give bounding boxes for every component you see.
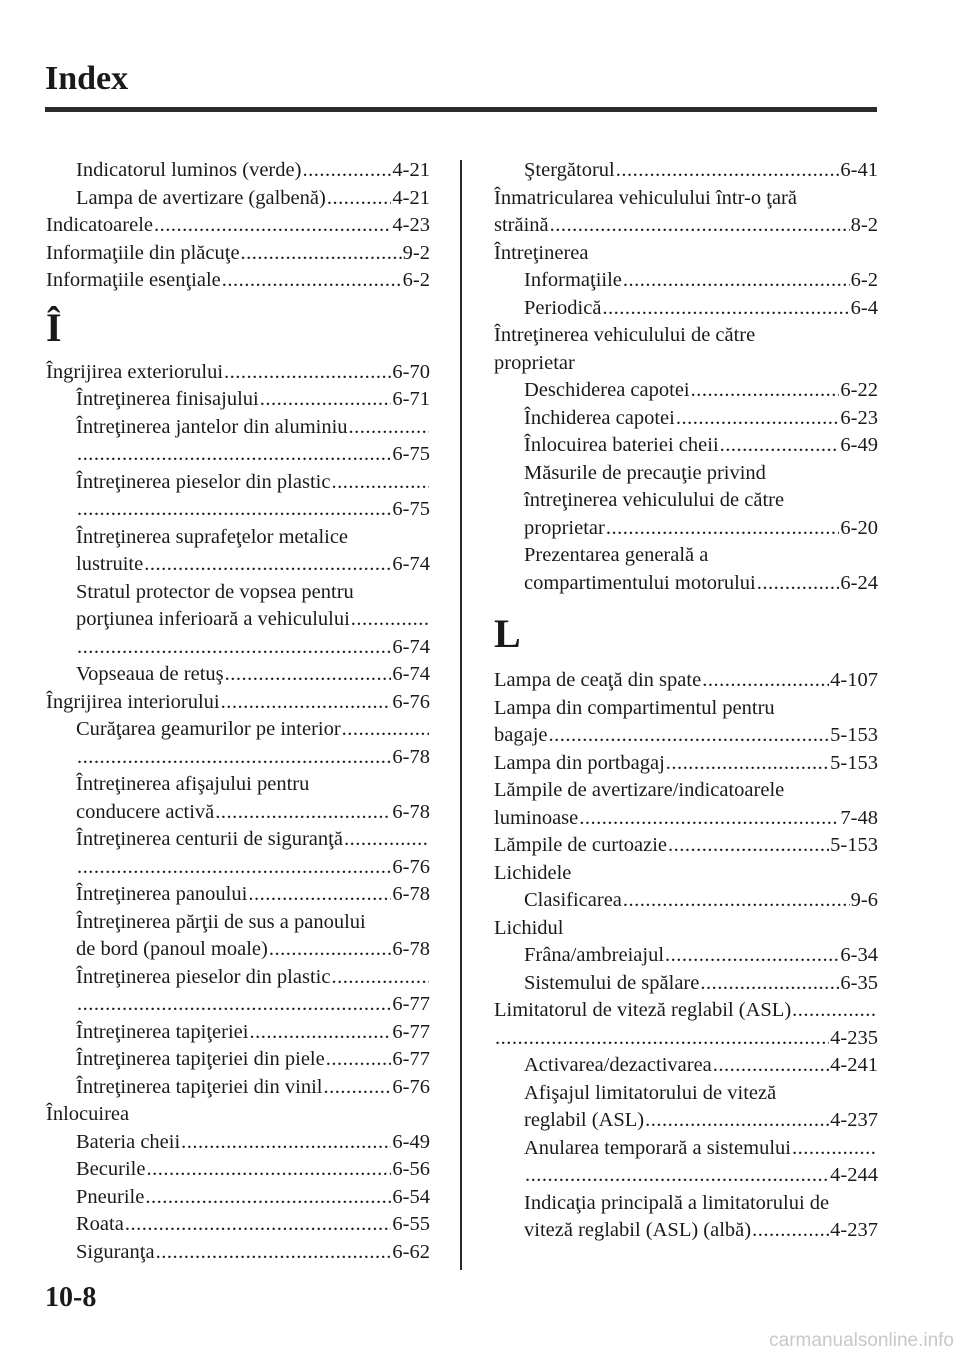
entry-text: Siguranţa: [76, 1240, 155, 1263]
index-entry: [46, 881, 430, 909]
dot-leader: [700, 970, 839, 998]
index-entry: [494, 667, 878, 695]
index-entry: [46, 799, 430, 827]
entry-text: Întreţinerea părţii de sus a panoului: [76, 910, 366, 933]
index-entry: [46, 212, 430, 240]
dot-leader: [792, 997, 877, 1025]
dot-leader: [676, 405, 840, 433]
entry-text: Lămpile de curtoazie: [494, 834, 668, 856]
index-entry: [46, 634, 430, 662]
entry-text: conducere activă: [76, 800, 215, 823]
entry-page: 6-49: [392, 1130, 430, 1153]
index-entry: [46, 1129, 430, 1157]
dot-leader: [550, 212, 850, 240]
entry-page: 6-35: [840, 971, 878, 994]
dot-leader: [495, 1025, 829, 1053]
index-entry: [494, 832, 878, 860]
index-entry: [46, 267, 430, 295]
index-entry: [46, 1239, 430, 1267]
dot-leader: [125, 1211, 392, 1239]
entry-text: străină: [494, 214, 549, 236]
entry-text: Înlocuirea: [46, 1103, 130, 1125]
index-entry: [46, 469, 430, 497]
entry-text: Becurile: [76, 1158, 146, 1180]
entry-text: Periodică: [524, 296, 602, 319]
index-entry: [494, 515, 878, 543]
entry-text: Întreţinerea: [494, 241, 589, 264]
entry-text: lustruite: [76, 553, 144, 575]
index-entry: [46, 661, 430, 689]
entry-page: 4-237: [830, 1219, 878, 1241]
index-entry: [494, 432, 878, 460]
entry-text: Informaţiile: [524, 269, 622, 291]
index-entry: [494, 542, 878, 570]
dot-leader: [757, 570, 840, 598]
dot-leader: [222, 267, 402, 295]
dot-leader: [349, 414, 429, 442]
index-entry: [494, 460, 878, 488]
dot-leader: [77, 991, 391, 1019]
entry-page: 6-2: [402, 269, 430, 291]
entry-page: 8-2: [850, 214, 878, 236]
entry-page: 6-77: [392, 1020, 430, 1043]
index-entry: [494, 570, 878, 598]
entry-text: Întreţinerea suprafeţelor metalice: [76, 525, 349, 548]
index-entry: [46, 1101, 430, 1129]
index-entry: [46, 936, 430, 964]
entry-page: 6-77: [392, 993, 430, 1015]
entry-text: Înlocuirea bateriei cheii: [524, 434, 719, 456]
entry-page: 7-48: [840, 806, 878, 829]
entry-text: Lichidele: [494, 861, 572, 884]
dot-leader: [154, 212, 391, 240]
index-column-left: [46, 157, 430, 1266]
entry-text: Lichidul: [494, 916, 564, 939]
entry-page: 5-153: [830, 751, 878, 774]
entry-text: Întreţinerea afişajului pentru: [76, 773, 310, 795]
index-entry: [46, 716, 430, 744]
dot-leader: [181, 1129, 391, 1157]
entry-page: 4-21: [392, 186, 430, 209]
index-entry: [46, 744, 430, 772]
index-entry: [46, 771, 430, 799]
index-entry: [46, 1019, 430, 1047]
entry-page: 6-75: [392, 498, 430, 520]
entry-text: Ştergătorul: [524, 159, 615, 181]
dot-leader: [351, 606, 429, 634]
entry-text: Lampa de avertizare (galbenă): [76, 186, 326, 209]
index-entry: [46, 359, 430, 387]
entry-text: Clasificarea: [524, 889, 622, 911]
entry-page: 4-241: [830, 1054, 878, 1076]
dot-leader: [224, 359, 391, 387]
index-entry: [46, 909, 430, 937]
index-entry: [46, 414, 430, 442]
entry-page: 6-41: [840, 159, 878, 181]
index-entry: [46, 157, 430, 185]
page-number: 10-8: [45, 1282, 97, 1313]
dot-leader: [668, 832, 829, 860]
index-entry: [46, 496, 430, 524]
entry-page: 6-20: [840, 516, 878, 539]
entry-text: întreţinerea vehiculului de către: [524, 489, 785, 511]
index-entry: [46, 551, 430, 579]
entry-text: Informaţiile esenţiale: [46, 269, 221, 291]
dot-leader: [225, 661, 392, 689]
entry-page: 6-74: [392, 663, 430, 685]
index-entry: [494, 487, 878, 515]
index-entry: [494, 997, 878, 1025]
index-entry: [46, 386, 430, 414]
entry-page: 6-34: [840, 944, 878, 966]
index-entry: [46, 1184, 430, 1212]
entry-text: Indicaţia principală a limitatorului de: [524, 1191, 830, 1214]
index-entry: [46, 606, 430, 634]
dot-leader: [221, 689, 392, 717]
index-entry: [46, 826, 430, 854]
entry-text: Bateria cheii: [76, 1130, 181, 1153]
index-entry: [494, 1107, 878, 1135]
dot-leader: [146, 1156, 391, 1184]
entry-page: 6-23: [840, 406, 878, 429]
entry-page: 6-70: [392, 360, 430, 383]
entry-page: 6-74: [392, 635, 430, 658]
dot-leader: [144, 551, 391, 579]
entry-text: Pneurile: [76, 1185, 145, 1208]
index-entry: [494, 1052, 878, 1080]
entry-text: proprietar: [494, 351, 575, 374]
index-entry: [494, 267, 878, 295]
index-entry: [494, 405, 878, 433]
entry-text: Întreţinerea tapiţeriei din vinil: [76, 1075, 323, 1098]
dot-leader: [606, 515, 840, 543]
dot-leader: [145, 1184, 391, 1212]
index-entry: [494, 695, 878, 723]
entry-text: Prezentarea generală a: [524, 544, 709, 566]
entry-text: Indicatorul luminos (verde): [76, 159, 302, 181]
entry-text: Vopseaua de retuş: [76, 663, 224, 685]
entry-page: 6-49: [840, 434, 878, 456]
entry-text: Limitatorul de viteză reglabil (ASL): [494, 999, 792, 1021]
entry-text: porţiunea inferioară a vehiculului: [76, 608, 350, 630]
index-entry: [494, 915, 878, 943]
entry-text: compartimentului motorului: [524, 571, 756, 594]
dot-leader: [549, 722, 830, 750]
index-entry: [494, 212, 878, 240]
dot-leader: [702, 667, 829, 695]
dot-leader: [331, 469, 429, 497]
index-entry: [494, 377, 878, 405]
index-entry: [494, 805, 878, 833]
entry-text: Stratul protector de vopsea pentru: [76, 580, 354, 603]
dot-leader: [752, 1217, 829, 1245]
entry-text: Înmatricularea vehiculului într-o ţară: [494, 186, 797, 209]
entry-text: Întreţinerea panoului: [76, 883, 248, 905]
entry-text: Îngrijirea exteriorului: [46, 360, 224, 383]
index-entry: [494, 322, 878, 350]
entry-page: 6-24: [840, 571, 878, 594]
dot-leader: [792, 1135, 877, 1163]
index-entry: [46, 441, 430, 469]
dot-leader: [302, 157, 391, 185]
entry-text: bagaje: [494, 724, 548, 746]
entry-text: Anularea temporară a sistemului: [524, 1136, 791, 1159]
index-entry: [494, 887, 878, 915]
dot-leader: [248, 881, 391, 909]
entry-text: Lămpile de avertizare/indicatoarele: [494, 779, 785, 801]
entry-text: Afişajul limitatorului de viteză: [524, 1081, 777, 1104]
entry-page: 4-21: [392, 159, 430, 181]
index-entry: [494, 1162, 878, 1190]
entry-text: Roata: [76, 1213, 124, 1235]
index-entry: [494, 185, 878, 213]
entry-text: Întreţinerea centurii de siguranţă: [76, 828, 343, 850]
dot-leader: [327, 185, 392, 213]
entry-page: 4-23: [392, 214, 430, 236]
entry-text: viteză reglabil (ASL) (albă): [524, 1219, 752, 1241]
index-entry: [46, 964, 430, 992]
dot-leader: [241, 240, 402, 268]
entry-text: Întreţinerea vehiculului de către: [494, 324, 756, 346]
watermark: carmanualsonline.info: [769, 1330, 954, 1351]
entry-text: luminoase: [494, 806, 579, 829]
entry-text: Întreţinerea tapiţeriei: [76, 1020, 249, 1043]
entry-text: Lampa din compartimentul pentru: [494, 696, 775, 719]
index-entry: [494, 722, 878, 750]
entry-page: 6-78: [392, 800, 430, 823]
entry-page: 6-75: [392, 443, 430, 465]
entry-page: 9-6: [850, 889, 878, 911]
entry-page: 6-22: [840, 379, 878, 401]
entry-page: 6-54: [392, 1185, 430, 1208]
entry-text: Întreţinerea pieselor din plastic: [76, 965, 331, 988]
entry-text: Întreţinerea finisajului: [76, 388, 259, 410]
index-column-right: [494, 157, 878, 1245]
dot-leader: [77, 854, 391, 882]
index-entry: [494, 1080, 878, 1108]
dot-leader: [579, 805, 839, 833]
entry-text: reglabil (ASL): [524, 1109, 645, 1131]
dot-leader: [77, 744, 391, 772]
page-title: Index: [45, 60, 129, 97]
dot-leader: [326, 1046, 392, 1074]
dot-leader: [77, 441, 391, 469]
section-letter: L: [494, 611, 521, 656]
index-entry: [494, 942, 878, 970]
entry-page: 5-153: [830, 724, 878, 746]
index-entry: [46, 1211, 430, 1239]
index-entry: [46, 689, 430, 717]
dot-leader: [269, 936, 392, 964]
header-rule: [45, 107, 877, 112]
index-entry: [494, 295, 878, 323]
entry-text: Informaţiile din plăcuţe: [46, 241, 240, 264]
index-entry: [46, 991, 430, 1019]
entry-text: Îngrijirea interiorului: [46, 690, 220, 713]
index-entry: [494, 157, 878, 185]
dot-leader: [249, 1019, 391, 1047]
entry-text: Întreţinerea tapiţeriei din piele: [76, 1048, 325, 1070]
index-entry: [46, 185, 430, 213]
entry-text: Întreţinerea jantelor din aluminiu: [76, 415, 348, 438]
entry-page: 6-77: [392, 1048, 430, 1070]
dot-leader: [331, 964, 429, 992]
index-entry: [46, 579, 430, 607]
index-entry: [46, 524, 430, 552]
entry-page: 6-78: [392, 745, 430, 768]
index-entry: [494, 1190, 878, 1218]
entry-page: 6-2: [850, 269, 878, 291]
entry-text: Măsurile de precauţie privind: [524, 461, 766, 484]
column-divider: [460, 160, 462, 1270]
entry-page: 6-76: [392, 855, 430, 878]
dot-leader: [720, 432, 840, 460]
dot-leader: [691, 377, 840, 405]
entry-text: de bord (panoul moale): [76, 938, 268, 960]
entry-page: 6-71: [392, 388, 430, 410]
entry-page: 6-74: [392, 553, 430, 575]
index-entry: [46, 1046, 430, 1074]
dot-leader: [77, 634, 391, 662]
dot-leader: [665, 942, 839, 970]
entry-page: 4-237: [830, 1109, 878, 1131]
entry-page: 6-76: [392, 1075, 430, 1098]
entry-page: 6-76: [392, 690, 430, 713]
entry-text: Frâna/ambreiajul: [524, 944, 665, 966]
dot-leader: [342, 716, 429, 744]
entry-text: Închiderea capotei: [524, 406, 675, 429]
entry-text: Sistemului de spălare: [524, 971, 700, 994]
entry-text: proprietar: [524, 516, 605, 539]
entry-text: Lampa de ceaţă din spate: [494, 669, 702, 691]
index-entry: [494, 777, 878, 805]
index-entry: [494, 970, 878, 998]
entry-text: Curăţarea geamurilor pe interior: [76, 718, 341, 740]
index-entry: [46, 1156, 430, 1184]
entry-page: 6-4: [850, 296, 878, 319]
entry-text: Activarea/dezactivarea: [524, 1054, 712, 1076]
section-letter: Î: [46, 304, 62, 350]
dot-leader: [323, 1074, 391, 1102]
entry-text: Întreţinerea pieselor din plastic: [76, 470, 331, 493]
entry-page: 6-56: [392, 1158, 430, 1180]
entry-text: Indicatoarele: [46, 214, 153, 236]
entry-page: 4-235: [830, 1026, 878, 1049]
entry-page: 6-62: [392, 1240, 430, 1263]
index-entry: [494, 860, 878, 888]
index-entry: [494, 1135, 878, 1163]
entry-page: 9-2: [402, 241, 430, 264]
dot-leader: [616, 157, 840, 185]
index-entry: [494, 1217, 878, 1245]
index-entry: [46, 240, 430, 268]
index-entry: [494, 240, 878, 268]
entry-page: 6-78: [392, 883, 430, 905]
entry-text: Deschiderea capotei: [524, 379, 690, 401]
dot-leader: [215, 799, 391, 827]
entry-page: 6-55: [392, 1213, 430, 1235]
dot-leader: [623, 887, 850, 915]
dot-leader: [645, 1107, 829, 1135]
dot-leader: [260, 386, 392, 414]
entry-text: Lampa din portbagaj: [494, 751, 665, 774]
index-entry: [494, 350, 878, 378]
dot-leader: [156, 1239, 392, 1267]
entry-page: 6-78: [392, 938, 430, 960]
dot-leader: [525, 1162, 829, 1190]
index-entry: [46, 1074, 430, 1102]
dot-leader: [77, 496, 391, 524]
dot-leader: [623, 267, 850, 295]
entry-page: 4-244: [830, 1164, 878, 1186]
dot-leader: [344, 826, 429, 854]
entry-page: 4-107: [830, 669, 878, 691]
dot-leader: [666, 750, 829, 778]
index-entry: [494, 750, 878, 778]
entry-page: 5-153: [830, 834, 878, 856]
dot-leader: [602, 295, 849, 323]
index-entry: [46, 854, 430, 882]
dot-leader: [713, 1052, 829, 1080]
index-entry: [494, 1025, 878, 1053]
